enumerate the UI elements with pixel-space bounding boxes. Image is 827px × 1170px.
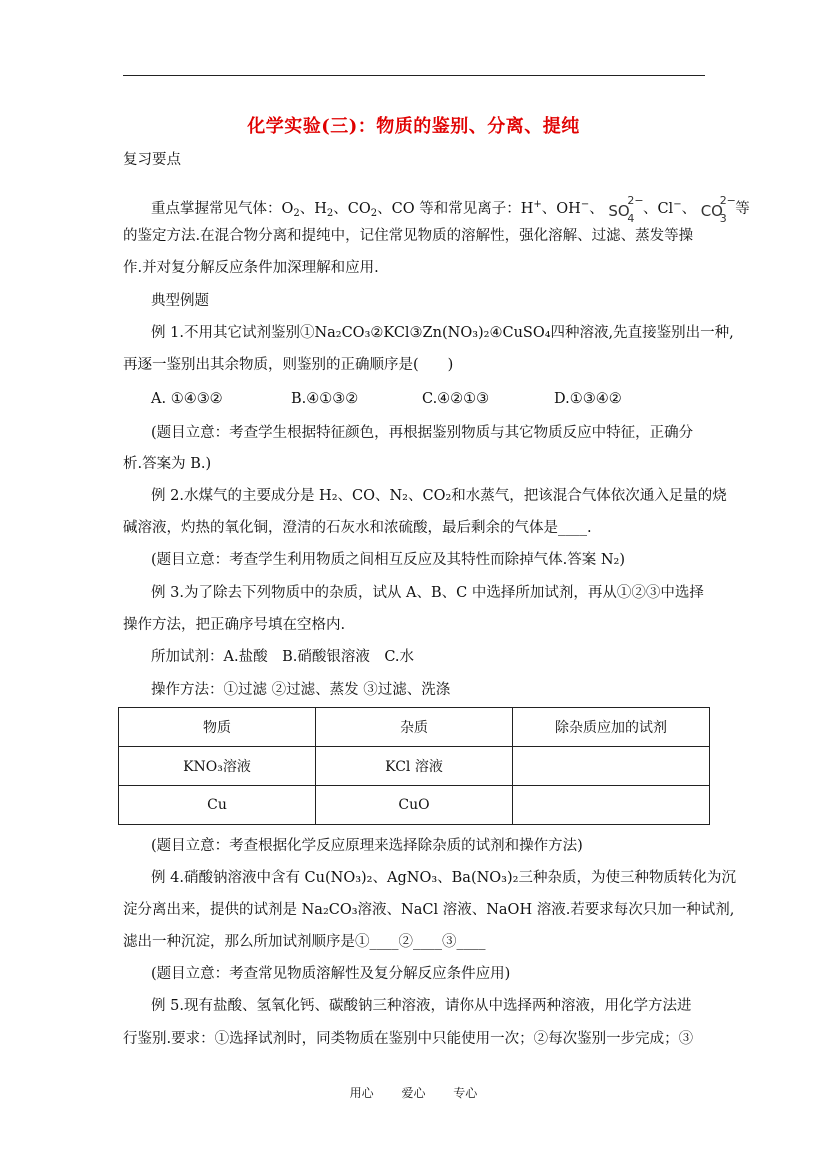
intro-text: 、 [681, 201, 697, 217]
table-cell [513, 747, 710, 786]
page-title: 化学实验(三)：物质的鉴别、分离、提纯 [247, 116, 580, 137]
section-heading-examples: 典型例题 [151, 293, 209, 309]
table-header-cell: 物质 [119, 708, 316, 747]
example-1-line-2: 再逐一鉴别出其余物质，则鉴别的正确顺序是( ) [123, 357, 454, 373]
example-4-line-1: 例 4.硝酸钠溶液中含有 Cu(NO₃)₂、AgNO₃、Ba(NO₃)₂三种杂质，为使三种物质转化为沉 [151, 870, 736, 886]
intro-text: 、H [299, 201, 327, 217]
example-3-reagents: 所加试剂：A.盐酸 B.硝酸银溶液 C.水 [151, 649, 415, 665]
example-5-line-1: 例 5.现有盐酸、氢氧化钙、碳酸钠三种溶液，请你从中选择两种溶液，用化学方法进 [151, 998, 692, 1014]
impurity-table [118, 707, 710, 825]
table-header-cell: 除杂质应加的试剂 [513, 708, 710, 747]
example-1-option-c: C.④②①③ [422, 391, 490, 407]
ion-charge: 2− [627, 194, 644, 207]
example-3-note: (题目立意：考查根据化学反应原理来选择除杂质的试剂和操作方法) [151, 838, 583, 854]
example-1-option-b: B.④①③② [291, 391, 359, 407]
example-1-note-1: (题目立意：考查学生根据特征颜色，再根据鉴别物质与其它物质反应中特征，正确分 [151, 425, 694, 441]
example-4-line-2: 淀分离出来，提供的试剂是 Na₂CO₃溶液、NaCl 溶液、NaOH 溶液.若要求每次只加一种试剂, [123, 902, 735, 918]
intro-text: 、CO [333, 201, 371, 217]
example-3-line-2: 操作方法，把正确序号填在空格内. [123, 617, 346, 633]
intro-line-1 [151, 195, 750, 224]
example-1-note-2: 析.答案为 B.) [123, 456, 212, 472]
ion-charge: 2− [719, 194, 736, 207]
intro-text: 重点掌握常见气体：O [151, 201, 294, 217]
subscript: 2 [370, 208, 378, 219]
ion-subscript: 3 [719, 212, 727, 225]
intro-line-3: 作.并对复分解反应条件加深理解和应用. [123, 260, 379, 276]
example-1-option-a: A. ①④③② [151, 391, 223, 407]
table-cell: CuO [316, 786, 513, 825]
example-4-note: (题目立意：考查常见物质溶解性及复分解反应条件应用) [151, 966, 511, 982]
section-heading-review: 复习要点 [123, 152, 181, 168]
example-3-methods: 操作方法：①过滤 ②过滤、蒸发 ③过滤、洗涤 [151, 682, 451, 698]
example-1-option-d: D.①③④② [554, 391, 622, 407]
table-cell: KNO₃溶液 [119, 747, 316, 786]
superscript: − [673, 199, 682, 210]
table-cell: KCl 溶液 [316, 747, 513, 786]
page-footer: 用心 爱心 专心 [349, 1086, 478, 1100]
table-cell [513, 786, 710, 825]
carbonate-ion-formula [700, 194, 736, 225]
intro-text: 、CO 等和常见离子：H [377, 201, 534, 217]
ion-base: SO [608, 202, 630, 220]
intro-line-2: 的鉴定方法.在混合物分离和提纯中，记住常见物质的溶解性，强化溶解、过滤、蒸发等操 [123, 228, 694, 244]
example-2-line-2: 碱溶液，灼热的氧化铜，澄清的石灰水和浓硫酸，最后剩余的气体是____. [123, 520, 592, 536]
intro-text: 、Cl [642, 201, 674, 217]
table-row [119, 747, 710, 786]
example-2-line-1: 例 2.水煤气的主要成分是 H₂、CO、N₂、CO₂和水蒸气，把该混合气体依次通入足量的烧 [151, 488, 727, 504]
table-header-cell: 杂质 [316, 708, 513, 747]
subscript: 2 [326, 208, 334, 219]
sulfate-ion-formula [608, 194, 644, 225]
table-row [119, 786, 710, 825]
intro-text: 、 [589, 201, 604, 217]
header-rule [123, 75, 705, 76]
superscript: + [533, 199, 542, 210]
intro-text: 、OH [541, 201, 581, 217]
superscript: − [580, 199, 590, 210]
subscript: 2 [293, 208, 300, 219]
ion-subscript: 4 [627, 212, 635, 225]
example-1-line-1: 例 1.不用其它试剂鉴别①Na₂CO₃②KCl③Zn(NO₃)₂④CuSO₄四种溶液,先直接鉴别出一种, [151, 325, 734, 341]
ion-base: CO [700, 202, 723, 220]
example-5-line-2: 行鉴别.要求：①选择试剂时，同类物质在鉴别中只能使用一次；②每次鉴别一步完成；③ [123, 1031, 694, 1047]
example-4-line-3: 滤出一种沉淀，那么所加试剂顺序是①____②____③____ [123, 934, 486, 950]
example-3-line-1: 例 3.为了除去下列物质中的杂质，试从 A、B、C 中选择所加试剂，再从①②③中选择 [151, 585, 704, 601]
table-cell: Cu [119, 786, 316, 825]
example-2-note: (题目立意：考查学生利用物质之间相互反应及其特性而除掉气体.答案 N₂) [151, 552, 626, 568]
table-header-row [119, 708, 710, 747]
intro-text: 等 [735, 201, 750, 217]
